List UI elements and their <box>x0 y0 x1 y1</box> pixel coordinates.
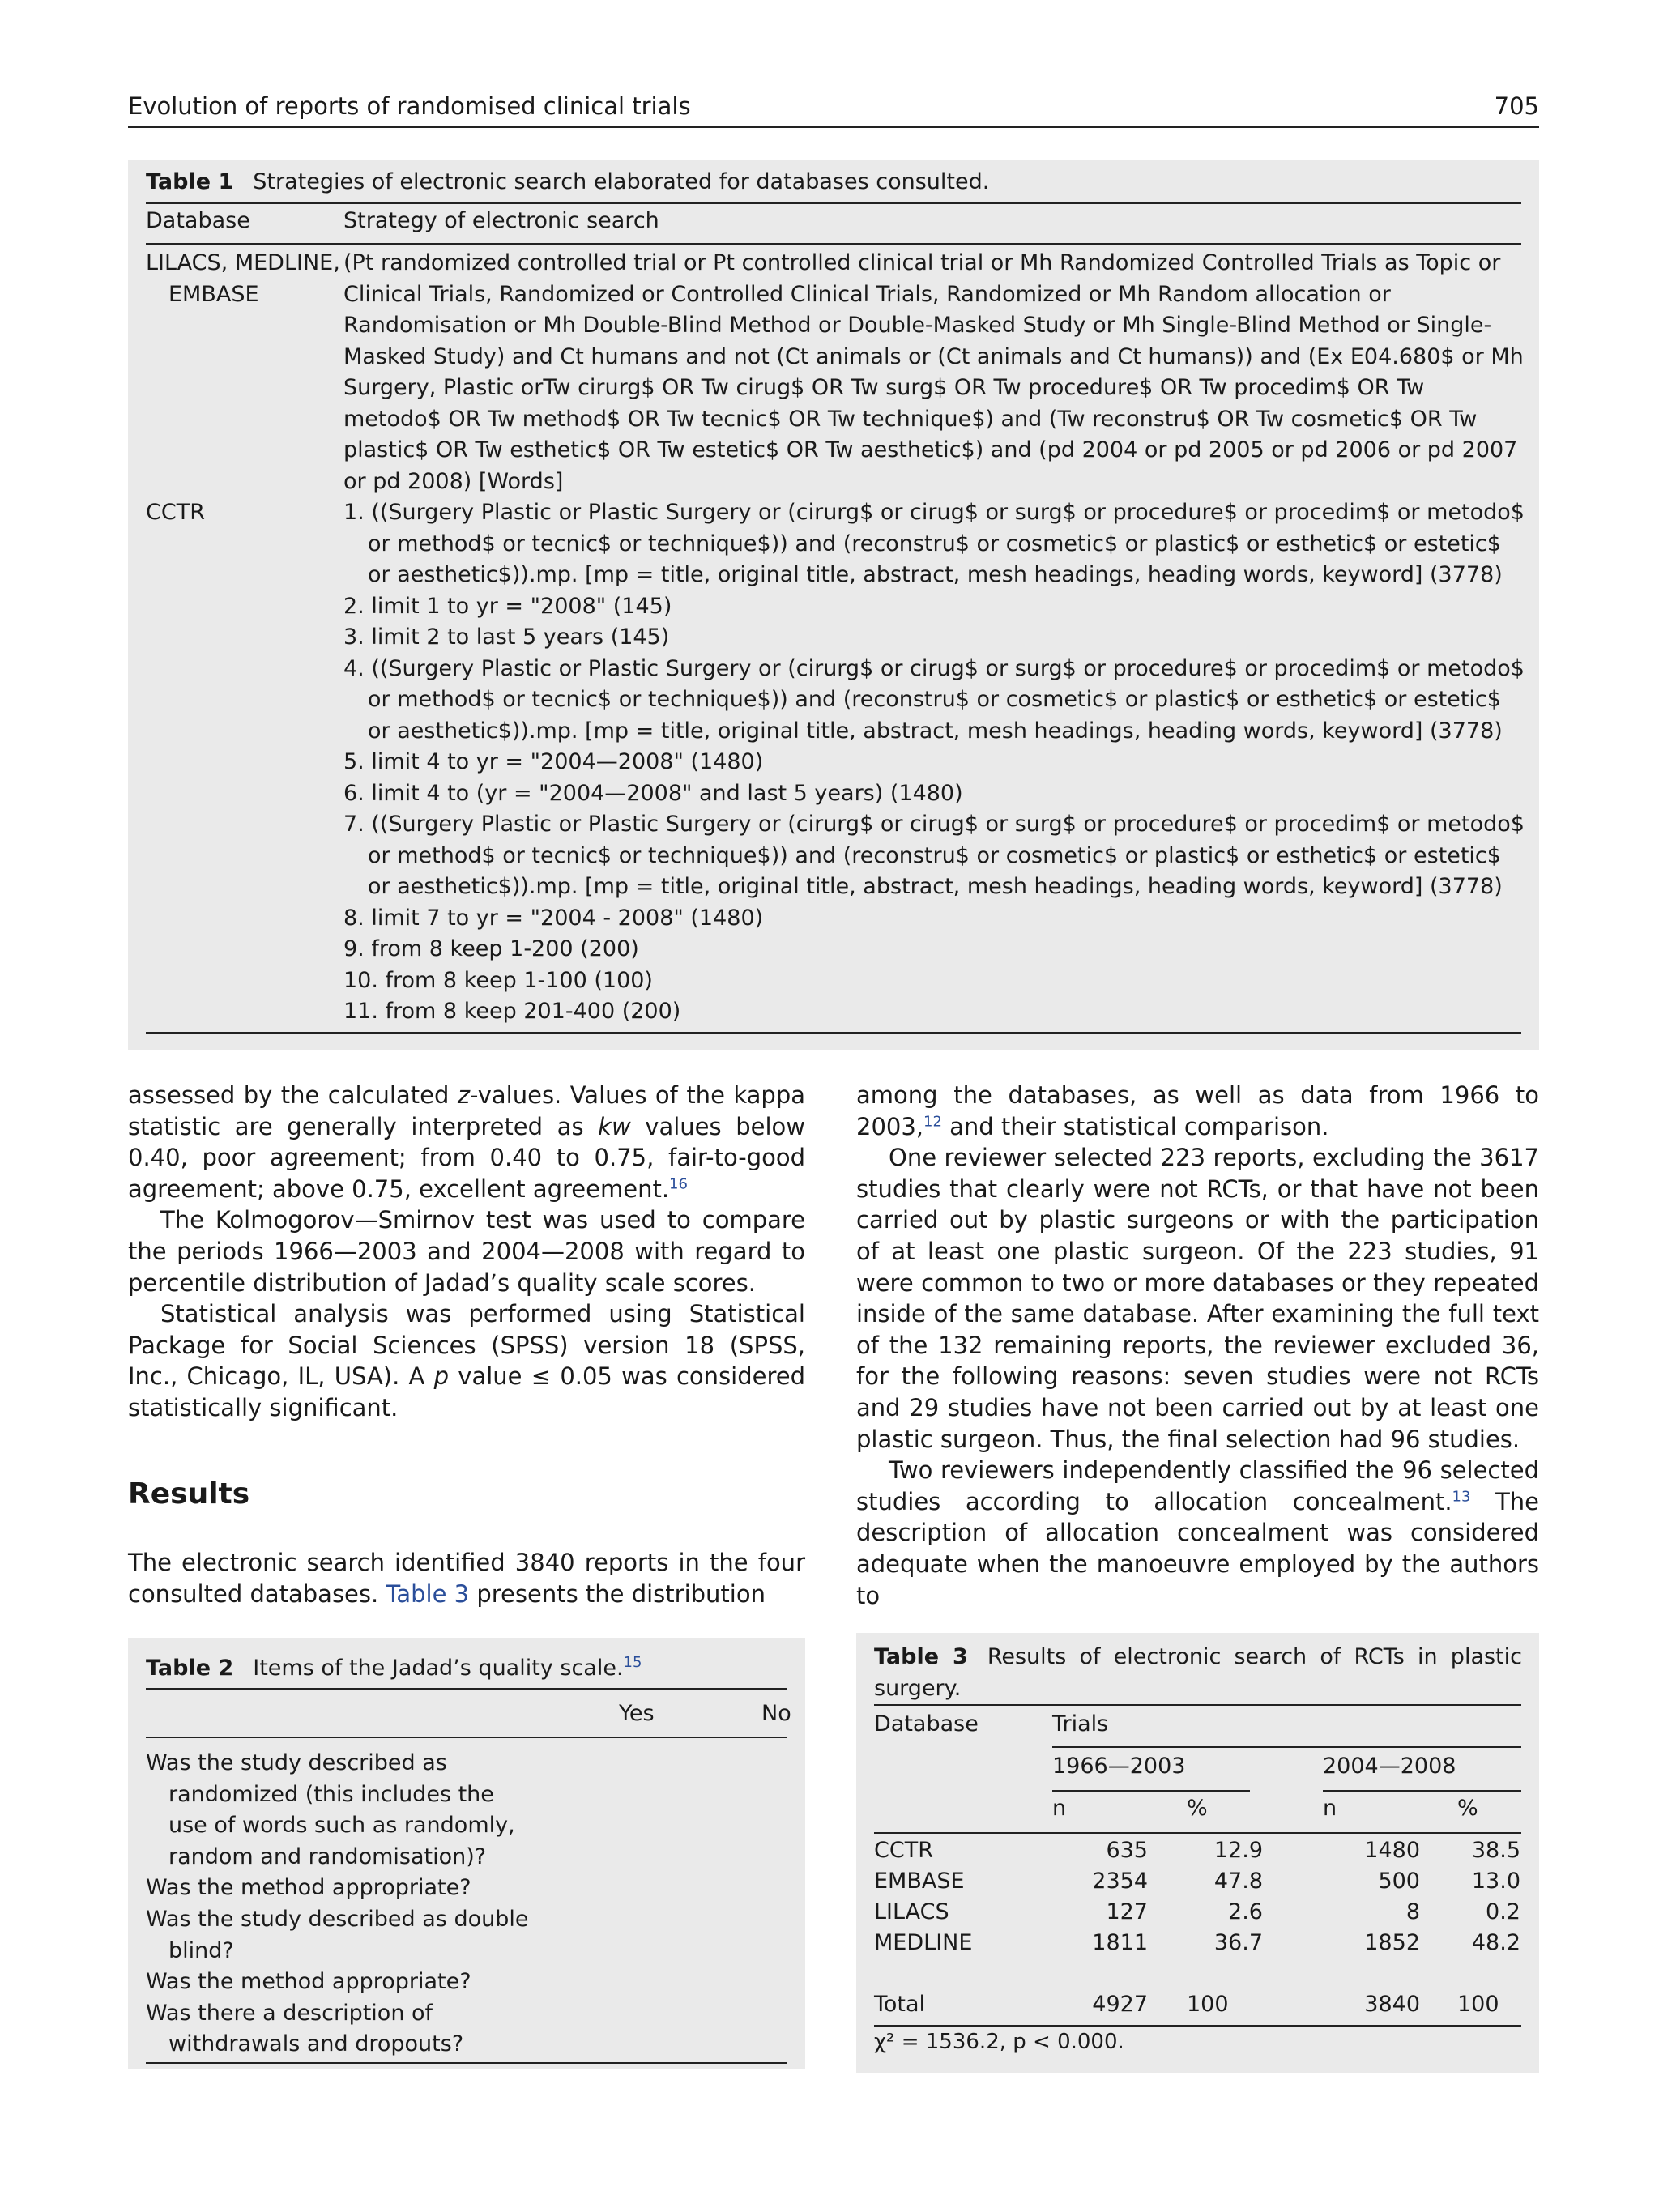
citation-link[interactable]: 12 <box>923 1112 942 1130</box>
table-3-n-1966: 635 <box>1106 1838 1148 1863</box>
citation-link[interactable]: 16 <box>669 1175 688 1193</box>
cctr-step: 8. limit 7 to yr = "2004 - 2008" (1480) <box>343 905 764 931</box>
table-1-label: Table 1 <box>146 169 234 194</box>
text-run: Two reviewers independently classified the 96 selected studies according to allocation concealment. <box>856 1456 1539 1515</box>
paragraph-allocation <box>856 1455 1539 1611</box>
cctr-step: 9. from 8 keep 1-200 (200) <box>343 936 639 961</box>
table-2-caption-text: Items of the Jadad’s quality scale. <box>253 1656 624 1681</box>
table-3-db: MEDLINE <box>874 1930 973 1955</box>
table-2-items <box>146 1748 535 2061</box>
table-1-col-database: Database <box>146 208 250 233</box>
table-1-row2-database: CCTR <box>146 500 205 525</box>
table-3-n-2004: 1480 <box>1364 1838 1420 1863</box>
citation-link[interactable]: 13 <box>1452 1488 1471 1506</box>
table-3-n-2004: 8 <box>1405 1899 1420 1924</box>
table-3-sub-n-2: n <box>1323 1796 1337 1821</box>
running-title: Evolution of reports of randomised clinical trials <box>128 92 691 120</box>
table-3-period2-rule <box>1323 1790 1521 1792</box>
table-3-db: EMBASE <box>874 1869 965 1894</box>
body-left-results <box>128 1547 805 1609</box>
table-1-top-rule <box>146 202 1521 204</box>
jadad-item: Was the method appropriate? <box>146 1875 471 1901</box>
table-3-pct-1966: 47.8 <box>1213 1869 1263 1894</box>
table-3-total-pct-2004: 100 <box>1457 1992 1499 2017</box>
paragraph-reviewer: One reviewer selected 223 reports, excluding the 3617 studies that clearly were not RCTs, or that have not been carried out by plastic surgeons or with the participation of at least one plastic surgeon. Of the 223 studies, 91 were common to two or more databases or they repeated inside of the same database. After examining the full text of the 132 remaining reports, the reviewer excluded 36, for the following reasons: seven studies were not RCTs and 29 studies have not been carried out by at least one plastic surgeon. Thus, the final selection had 96 studies. <box>856 1144 1539 1453</box>
table-3 <box>856 1633 1539 2073</box>
text-run: values below 0.40, poor agreement; from 0.40 to 0.75, fair-to-good agreement; above 0.75, excellent agreement. <box>128 1112 805 1203</box>
cctr-step: 6. limit 4 to (yr = "2004—2008" and last 5 years) (1480) <box>343 780 963 806</box>
table-3-col-trials: Trials <box>1052 1711 1109 1737</box>
table-1-row1-strategy <box>343 248 1526 497</box>
table-3-db: CCTR <box>874 1838 933 1863</box>
table-3-n-1966: 1811 <box>1092 1930 1148 1955</box>
table-3-pct-1966: 12.9 <box>1213 1838 1263 1863</box>
table-3-label: Table 3 <box>874 1644 968 1669</box>
text-run: Statistical analysis was performed using Statistical Package for Social Sciences (SPSS) version 18 (SPSS, Inc., Chicago, IL, USA). A <box>128 1300 805 1391</box>
table-3-pct-2004: 48.2 <box>1471 1930 1520 1955</box>
table-1-row1-db-line2: EMBASE <box>168 281 259 307</box>
table-3-sub-n-1: n <box>1052 1796 1067 1821</box>
jadad-item: Was the method appropriate? <box>146 1969 471 1995</box>
paragraph-kolmogorov: The Kolmogorov—Smirnov test was used to compare the periods 1966—2003 and 2004—2008 with regard to percentile distribution of Jadad’s quality scale scores. <box>128 1206 805 1297</box>
table-3-top-rule <box>874 1704 1521 1706</box>
text-run: and their statistical comparison. <box>941 1112 1329 1140</box>
jadad-item: Was there a description of withdrawals and dropouts? <box>146 2000 464 2057</box>
table-3-total-n-2004: 3840 <box>1364 1992 1420 2017</box>
body-left-column <box>128 1080 805 1424</box>
table-1-col-strategy: Strategy of electronic search <box>343 208 659 233</box>
text-run: presents the distribution <box>469 1579 766 1608</box>
jadad-item: Was the study described as randomized (this includes the use of words such as randomly, random and randomisation)? <box>146 1750 515 1869</box>
table-1-caption <box>146 167 989 198</box>
table-3-pct-1966: 36.7 <box>1213 1930 1263 1955</box>
table-3-trials-rule <box>1052 1746 1521 1748</box>
table-2-caption <box>146 1647 642 1684</box>
paragraph-results <box>128 1547 805 1609</box>
jadad-item: Was the study described as double blind? <box>146 1906 529 1963</box>
cctr-step: 4. ((Surgery Plastic or Plastic Surgery or (cirurg$ or cirug$ or surg$ or procedure$ or procedim$ or metodo$ or method$ or tecnic$ or technique$)) and (reconstru$ or cosmetic$ or plastic$ or esthetic$ or estetic$ or aesthetic$)).mp. [mp = title, original title, abstract, mesh headings, heading words, keyword] (3778) <box>343 655 1525 744</box>
table-3-pct-2004: 13.0 <box>1471 1869 1520 1894</box>
running-header <box>128 89 1539 128</box>
text-run-italic: z <box>457 1081 471 1109</box>
cctr-step: 5. limit 4 to yr = "2004—2008" (1480) <box>343 749 764 774</box>
table-2-label: Table 2 <box>146 1656 234 1681</box>
table-3-total-pct-1966: 100 <box>1187 1992 1229 2017</box>
cctr-step: 10. from 8 keep 1-100 (100) <box>343 967 653 993</box>
text-run: among the databases, as well as data from 1966 to 2003, <box>856 1081 1539 1140</box>
table-3-sub-pct-1: % <box>1187 1796 1208 1821</box>
table-3-n-2004: 500 <box>1378 1869 1420 1894</box>
text-run: assessed by the calculated <box>128 1081 458 1109</box>
text-run: -values. Values of the kappa statistic are generally interpreted as <box>128 1081 805 1140</box>
table-2 <box>128 1638 805 2069</box>
table-3-period-1966-2003: 1966—2003 <box>1052 1754 1186 1779</box>
table-1-caption-text: Strategies of electronic search elaborated for databases consulted. <box>253 169 990 194</box>
paragraph-statistics <box>128 1298 805 1423</box>
table-3-col-database: Database <box>874 1711 979 1737</box>
table-3-bottom-rule <box>874 2025 1521 2027</box>
table-1-row1-database <box>146 248 340 310</box>
table-1-row1-db-line1: LILACS, MEDLINE, <box>146 250 340 275</box>
table-1-row1-strategy-text: (Pt randomized controlled trial or Pt controlled clinical trial or Mh Randomized Controlled Trials as Topic or Clinical Trials, Randomized or Controlled Clinical Trials, Randomized or Mh Random allocation or Randomisation or Mh Double-Blind Method or Double-Masked Study or Mh Single-Blind Method or Single-Masked Study) and Ct humans and not (Ct animals or (Ct animals and Ct humans)) and (Ex E04.680$ or Mh Surgery, Plastic orTw cirurg$ OR Tw cirug$ OR Tw surg$ OR Tw procedure$ OR Tw procedim$ OR Tw metodo$ OR Tw method$ OR Tw tecnic$ OR Tw technique$) and (Tw reconstru$ OR Tw cosmetic$ OR Tw plastic$ OR Tw esthetic$ OR Tw estetic$ OR Tw aesthetic$) and (pd 2004 or pd 2005 or pd 2006 or pd 2007 or pd 2008) [Words] <box>343 250 1524 494</box>
table-1-cctr-steps <box>343 497 1526 1028</box>
cctr-step: 3. limit 2 to last 5 years (145) <box>343 624 670 650</box>
paragraph-databases <box>856 1080 1539 1142</box>
table-3-db: LILACS <box>874 1899 949 1924</box>
table-3-pct-1966: 2.6 <box>1228 1899 1263 1924</box>
table-2-col-no: No <box>761 1701 791 1726</box>
table-1-row2-strategy <box>343 497 1526 1028</box>
table-3-period-2004-2008: 2004—2008 <box>1323 1754 1456 1779</box>
table-2-header-rule <box>146 1737 787 1738</box>
cctr-step: 1. ((Surgery Plastic or Plastic Surgery or (cirurg$ or cirug$ or surg$ or procedure$ or procedim$ or metodo$ or method$ or tecnic$ or technique$)) and (reconstru$ or cosmetic$ or plastic$ or esthetic$ or estetic$ or aesthetic$)).mp. [mp = title, original title, abstract, mesh headings, heading words, keyword] (3778) <box>343 500 1525 587</box>
text-run: value ≤ 0.05 was considered statistically significant. <box>128 1362 806 1421</box>
table-3-n-1966: 127 <box>1106 1899 1148 1924</box>
cctr-step: 7. ((Surgery Plastic or Plastic Surgery or (cirurg$ or cirug$ or surg$ or procedure$ or procedim$ or metodo$ or method$ or tecnic$ or technique$)) and (reconstru$ or cosmetic$ or plastic$ or esthetic$ or estetic$ or aesthetic$)).mp. [mp = title, original title, abstract, mesh headings, heading words, keyword] (3778) <box>343 812 1525 899</box>
table-3-pct-2004: 0.2 <box>1486 1899 1520 1924</box>
cctr-step: 2. limit 1 to yr = "2008" (145) <box>343 593 672 619</box>
text-run: The description of allocation concealment was considered adequate when the manoeuvre employed by the authors to <box>856 1487 1540 1609</box>
table-3-header-rule <box>874 1832 1521 1834</box>
table-3-pct-2004: 38.5 <box>1471 1838 1520 1863</box>
page-number: 705 <box>1494 92 1539 120</box>
table-3-n-2004: 1852 <box>1364 1930 1420 1955</box>
table-3-link[interactable]: Table 3 <box>386 1579 470 1608</box>
table-3-caption-text: Results of electronic search of RCTs in plastic surgery. <box>874 1644 1522 1701</box>
section-heading-results: Results <box>128 1477 250 1511</box>
table-3-footnote: χ² = 1536.2, p < 0.000. <box>874 2030 1124 2054</box>
table-2-top-rule <box>146 1688 787 1690</box>
table-2-bottom-rule <box>146 2062 787 2064</box>
table-1-bottom-rule <box>146 1032 1521 1034</box>
table-1 <box>128 160 1539 1050</box>
table-3-total-label: Total <box>874 1992 926 2017</box>
table-2-col-yes: Yes <box>619 1701 655 1726</box>
paragraph-kappa <box>128 1080 805 1204</box>
text-run-italic: kw <box>598 1112 631 1140</box>
body-right-column <box>856 1080 1539 1611</box>
table-3-caption <box>874 1641 1522 1704</box>
table-3-total-n-1966: 4927 <box>1092 1992 1148 2017</box>
table-3-sub-pct-2: % <box>1457 1796 1478 1821</box>
table-1-header-rule <box>146 243 1521 245</box>
table-3-n-1966: 2354 <box>1092 1869 1148 1894</box>
cctr-step: 11. from 8 keep 201-400 (200) <box>343 999 681 1024</box>
text-run: The electronic search identified 3840 reports in the four consulted databases. <box>128 1549 805 1608</box>
citation-link[interactable]: 15 <box>623 1654 642 1671</box>
table-3-period1-rule <box>1052 1790 1250 1792</box>
text-run-italic: p <box>433 1362 450 1391</box>
